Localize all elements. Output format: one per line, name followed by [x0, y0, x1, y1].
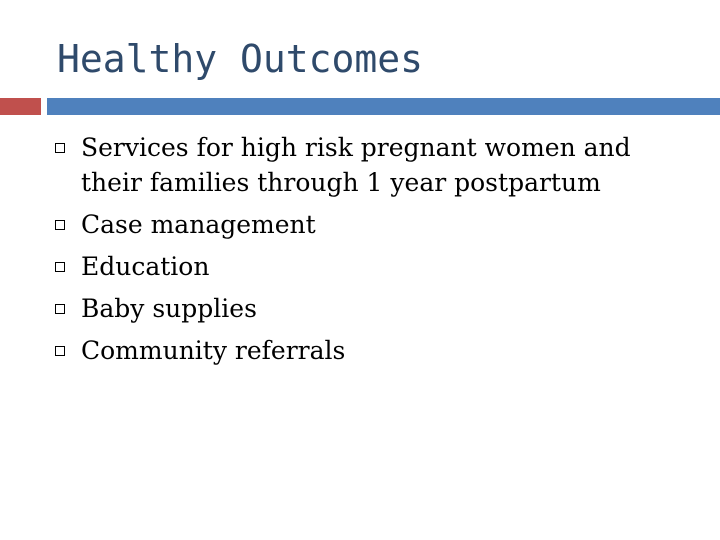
hollow-square-bullet-icon	[55, 220, 65, 230]
title-accent-bar-blue	[47, 98, 720, 115]
title-accent-bar-red	[0, 98, 41, 115]
bullet-item	[0, 207, 641, 242]
bullet-text: Education	[81, 252, 210, 281]
hollow-square-bullet-icon	[55, 346, 65, 356]
bullet-text: Services for high risk pregnant women and their families through 1 year postpartum	[81, 133, 631, 197]
bullet-list	[0, 130, 641, 375]
bullet-item	[0, 130, 641, 200]
hollow-square-bullet-icon	[55, 262, 65, 272]
bullet-item	[0, 333, 641, 368]
bullet-text: Case management	[81, 210, 316, 239]
bullet-text: Community referrals	[81, 336, 346, 365]
hollow-square-bullet-icon	[55, 304, 65, 314]
slide-title: Healthy Outcomes	[57, 37, 424, 81]
hollow-square-bullet-icon	[55, 143, 65, 153]
bullet-text: Baby supplies	[81, 294, 257, 323]
bullet-item	[0, 291, 641, 326]
bullet-item	[0, 249, 641, 284]
